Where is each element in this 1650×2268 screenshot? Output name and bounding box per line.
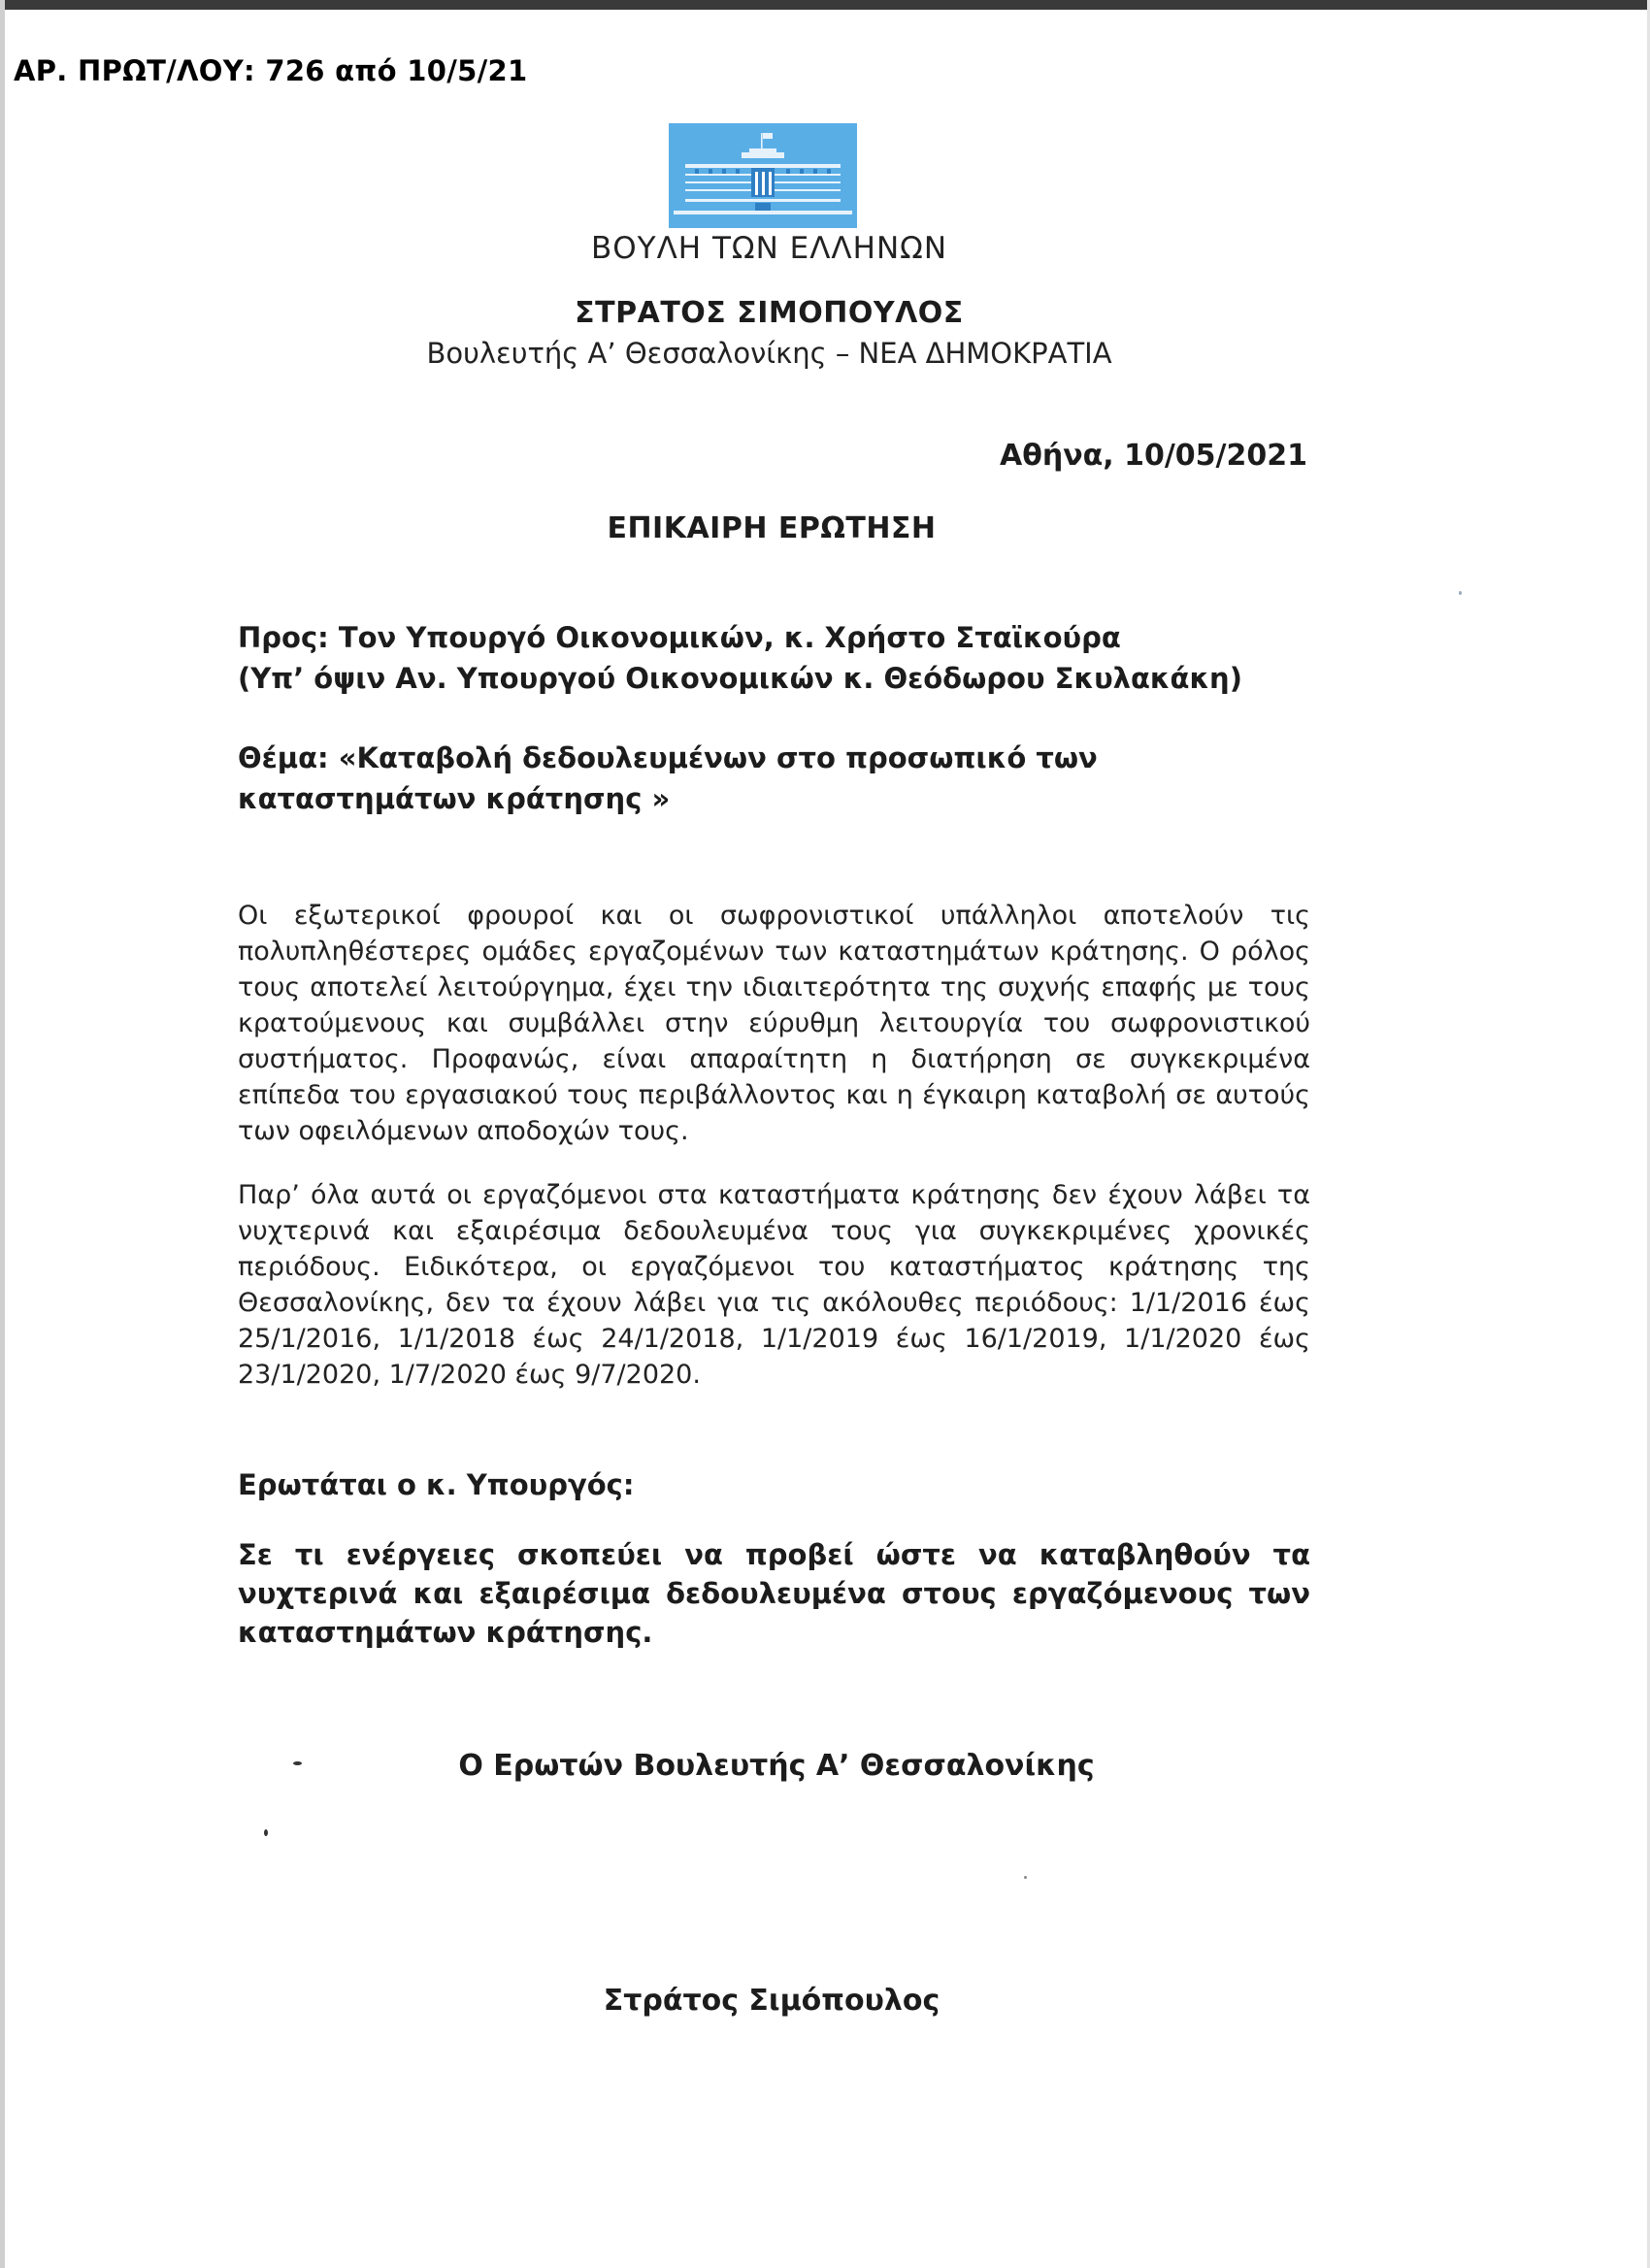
document-type: ΕΠΙΚΑΙΡΗ ΕΡΩΤΗΣΗ xyxy=(607,511,937,545)
scan-speck xyxy=(1024,1876,1027,1879)
body-paragraph-1: Οι εξωτερικοί φρουροί και οι σωφρονιστικοί υπάλληλοι αποτελούν τις πολυπληθέστερες ομάδες εργαζομένων των καταστημάτων κράτησης. Ο ρόλος τους αποτελεί λειτούργημα, έχει την ιδιαιτερότητα της συχνής επαφής με τους κρατούμενους και συμβάλλει στην εύρυθμη λειτουργία του σωφρονιστικού συστήματος. Προφανώς, είναι απαραίτητη η διατήρηση σε συγκεκριμένα επίπεδα του εργασιακού τους περιβάλλοντος και η έγκαιρη καταβολή σε αυτούς των οφειλόμενων αποδοχών τους. xyxy=(238,901,1310,1146)
question-text: Σε τι ενέργειες σκοπεύει να προβεί ώστε να καταβληθούν τα νυχτερινά και εξαιρέσιμα δεδουλευμένα στους εργαζόμενους των καταστημάτων κράτησης. xyxy=(238,1538,1310,1649)
mp-role: Βουλευτής Α’ Θεσσαλονίκης – ΝΕΑ ΔΗΜΟΚΡΑΤΙΑ xyxy=(426,337,1112,370)
parliament-building-logo xyxy=(666,121,860,230)
signature-title: Ο Ερωτών Βουλευτής Α’ Θεσσαλονίκης xyxy=(458,1749,1095,1783)
scan-edge-top xyxy=(0,0,1650,10)
recipient-line-1: Προς: Τον Υπουργό Οικονομικών, κ. Χρήστο Σταϊκούρα xyxy=(238,621,1121,654)
question-intro: Ερωτάται ο κ. Υπουργός: xyxy=(238,1468,635,1501)
document-date: Αθήνα, 10/05/2021 xyxy=(1000,439,1307,473)
mp-name: ΣΤΡΑΤΟΣ ΣΙΜΟΠΟΥΛΟΣ xyxy=(575,296,964,330)
protocol-number: ΑΡ. ΠΡΩΤ/ΛΟΥ: 726 από 10/5/21 xyxy=(14,54,528,87)
parliament-name: ΒΟΥΛΗ ΤΩΝ ΕΛΛΗΝΩΝ xyxy=(590,231,948,266)
body-paragraph-2: Παρ’ όλα αυτά οι εργαζόμενοι στα καταστήματα κράτησης δεν έχουν λάβει τα νυχτερινά και εξαιρέσιμα δεδουλευμένα τους για συγκεκριμένες χρονικές περιόδους. Ειδικότερα, οι εργαζόμενοι του καταστήματος κράτησης της Θεσσαλονίκης, δεν τα έχουν λάβει για τις ακόλουθες περιόδους: 1/1/2016 έως 25/1/2016, 1/1/2018 έως 24/1/2018, 1/1/2019 έως 16/1/2019, 1/1/2020 έως 23/1/2020, 1/7/2020 έως 9/7/2020. xyxy=(238,1180,1310,1390)
recipient-line-2: (Υπ’ όψιν Αν. Υπουργού Οικονομικών κ. Θεόδωρου Σκυλακάκη) xyxy=(238,662,1242,695)
scan-speck xyxy=(264,1829,268,1836)
signer-name: Στράτος Σιμόπουλος xyxy=(603,1984,940,2018)
recipient-block xyxy=(238,617,1310,699)
scan-speck xyxy=(1459,591,1462,595)
subject-line: Θέμα: «Καταβολή δεδουλευμένων στο προσωπικό των καταστημάτων κράτησης » xyxy=(238,741,1098,815)
scan-speck xyxy=(293,1761,302,1765)
